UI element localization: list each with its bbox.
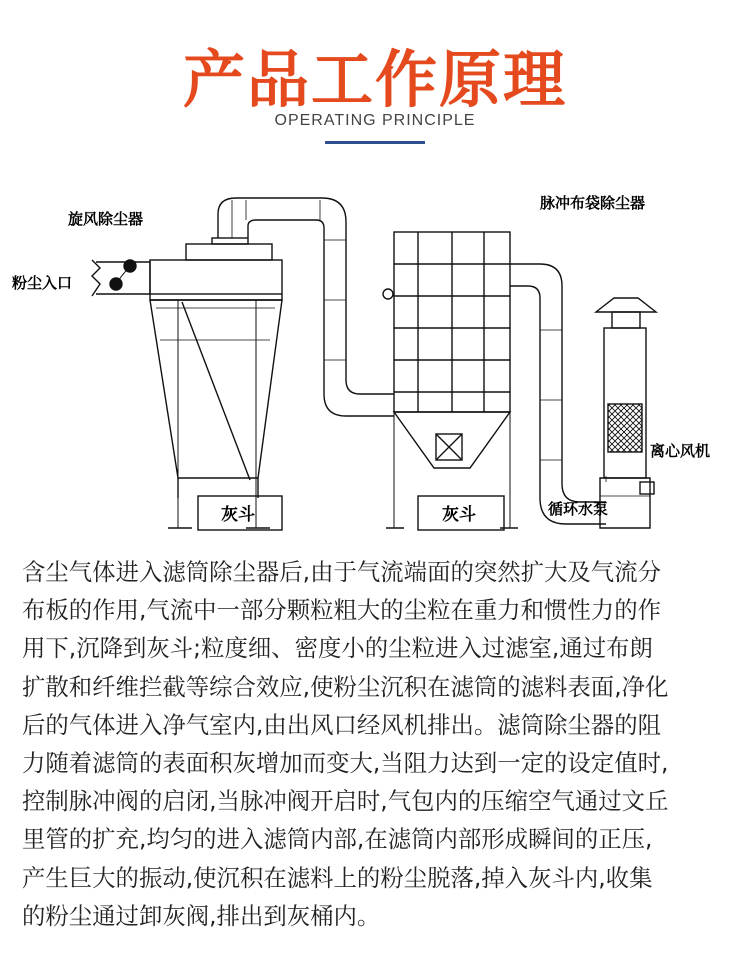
label-cyclone: 旋风除尘器	[68, 210, 144, 228]
title-underline	[325, 141, 425, 144]
description-line: 产生巨大的振动,使沉积在滤料上的粉尘脱落,掉入灰斗内,收集	[22, 863, 653, 892]
description-line: 力随着滤筒的表面积灰增加而变大,当阻力达到一定的设定值时,	[22, 749, 669, 778]
cyclone-separator	[150, 238, 282, 528]
scrubber-tower	[596, 298, 656, 528]
process-diagram	[0, 180, 750, 540]
description-line: 里管的扩充,均匀的进入滤筒内部,在滤筒内部形成瞬间的正压,	[22, 825, 653, 854]
label-pump: 循环水泵	[548, 500, 609, 518]
description-line: 控制脉冲阀的启闭,当脉冲阀开启时,气包内的压缩空气通过文丘	[22, 787, 669, 816]
page-subtitle: OPERATING PRINCIPLE	[274, 112, 476, 129]
label-dust-inlet: 粉尘入口	[12, 274, 73, 292]
description-line: 后的气体进入净气室内,由出风口经风机排出。滤筒除尘器的阻	[22, 710, 661, 739]
pulse-bag-filter	[383, 232, 518, 528]
label-fan: 离心风机	[650, 442, 711, 460]
label-hopper-right: 灰斗	[442, 505, 476, 525]
label-hopper-left: 灰斗	[221, 505, 255, 525]
description-paragraph	[22, 553, 738, 935]
description-line: 用下,沉降到灰斗;粒度细、密度小的尘粒进入过滤室,通过布朗	[22, 634, 653, 663]
description-line: 的粉尘通过卸灰阀,排出到灰桶内。	[22, 901, 381, 930]
label-bag-filter: 脉冲布袋除尘器	[540, 194, 646, 212]
inlet-duct	[92, 260, 150, 296]
description-line: 含尘气体进入滤筒除尘器后,由于气流端面的突然扩大及气流分	[22, 558, 661, 586]
outlet-duct	[510, 264, 609, 524]
page-title: 产品工作原理	[182, 43, 567, 116]
description-line: 扩散和纤维拦截等综合效应,使粉尘沉积在滤筒的滤料表面,净化	[22, 672, 669, 701]
description-line: 布板的作用,气流中一部分颗粒粗大的尘粒在重力和惯性力的作	[22, 596, 661, 625]
connecting-duct	[218, 198, 394, 416]
